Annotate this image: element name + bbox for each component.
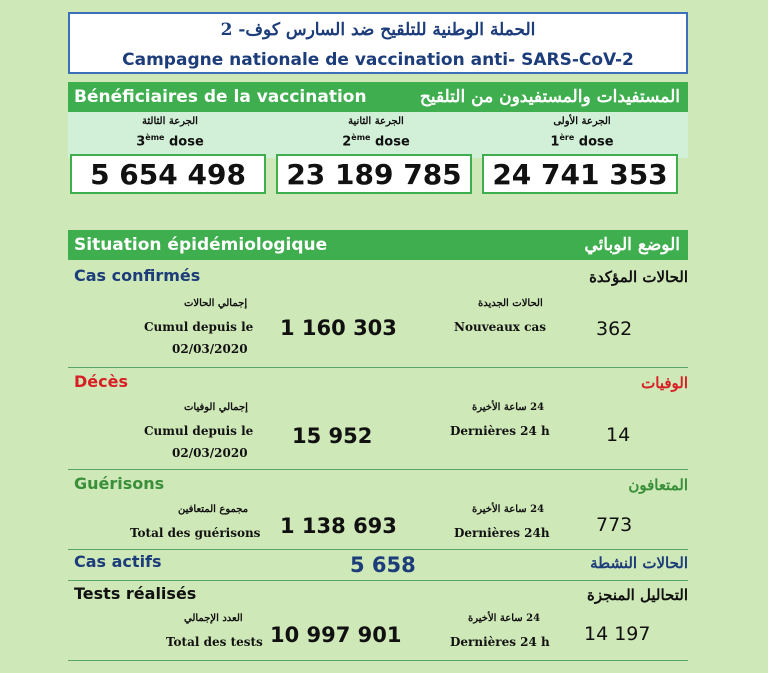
tests-cumul-value: 10 997 901 bbox=[270, 623, 402, 647]
confirmed-new-fr: Nouveaux cas bbox=[454, 320, 546, 334]
tests-new-value: 14 197 bbox=[584, 623, 651, 645]
dose-label-third bbox=[70, 112, 270, 149]
tests-section bbox=[68, 581, 688, 661]
active-value: 5 658 bbox=[350, 553, 416, 577]
dose-label-ar: الجرعة الأولى bbox=[553, 116, 611, 127]
confirmed-cumul-fr-1: Cumul depuis le bbox=[144, 320, 254, 334]
confirmed-cumul-fr-2: 02/03/2020 bbox=[172, 342, 248, 356]
active-title-fr: Cas actifs bbox=[74, 552, 162, 571]
title-arabic: الحملة الوطنية للتلقيح ضد السارس كوف- 2 bbox=[220, 20, 536, 40]
dose-first-value: 24 741 353 bbox=[482, 154, 678, 194]
title-french: Campagne nationale de vaccination anti- SARS-CoV-2 bbox=[122, 50, 634, 70]
dose-label-second bbox=[276, 112, 476, 149]
deaths-title-fr: Décès bbox=[74, 372, 128, 391]
dose-label-fr: 1ère dose bbox=[550, 133, 614, 150]
deaths-title-ar: الوفيات bbox=[641, 374, 688, 392]
recovered-section bbox=[68, 470, 688, 550]
confirmed-title-fr: Cas confirmés bbox=[74, 266, 201, 285]
recovered-cumul-value: 1 138 693 bbox=[280, 514, 397, 538]
tests-cumul-fr: Total des tests bbox=[166, 635, 263, 649]
confirmed-new-value: 362 bbox=[596, 318, 633, 340]
dose-values-row bbox=[62, 154, 692, 198]
deaths-section bbox=[68, 368, 688, 468]
deaths-new-ar: 24 ساعة الأخيرة bbox=[472, 402, 545, 413]
situation-header-ar: الوضع الوبائي bbox=[584, 235, 680, 255]
recovered-title-ar: المتعافون bbox=[628, 476, 688, 494]
deaths-new-fr: Dernières 24 h bbox=[450, 424, 550, 438]
dose-label-fr: 2ème dose bbox=[342, 133, 410, 150]
confirmed-section bbox=[68, 262, 688, 366]
dose-labels-row bbox=[68, 112, 688, 158]
situation-header-fr: Situation épidémiologique bbox=[74, 235, 328, 255]
tests-title-ar: التحاليل المنجزة bbox=[587, 586, 688, 604]
recovered-cumul-fr: Total des guérisons bbox=[130, 526, 261, 540]
confirmed-cumul-value: 1 160 303 bbox=[280, 316, 397, 340]
active-title-ar: الحالات النشطة bbox=[590, 554, 688, 572]
dose-label-first bbox=[482, 112, 682, 149]
confirmed-new-ar: الحالات الجديدة bbox=[478, 298, 543, 309]
situation-header bbox=[68, 230, 688, 260]
dose-third-value: 5 654 498 bbox=[70, 154, 266, 194]
deaths-cumul-ar: إجمالي الوفيات bbox=[184, 402, 248, 413]
deaths-cumul-value: 15 952 bbox=[292, 424, 373, 448]
title-box bbox=[68, 12, 688, 74]
divider bbox=[68, 660, 688, 661]
recovered-title-fr: Guérisons bbox=[74, 474, 165, 493]
vaccination-header bbox=[68, 82, 688, 112]
deaths-cumul-fr-2: 02/03/2020 bbox=[172, 446, 248, 460]
recovered-cumul-ar: مجموع المتعافين bbox=[178, 504, 249, 515]
recovered-new-ar: 24 ساعة الأخيرة bbox=[472, 504, 545, 515]
recovered-new-value: 773 bbox=[596, 514, 633, 536]
dose-label-fr: 3ème dose bbox=[136, 133, 204, 150]
vaccination-header-ar: المستفيدات والمستفيدون من التلقيح bbox=[419, 87, 680, 107]
recovered-new-fr: Dernières 24h bbox=[454, 526, 550, 540]
tests-cumul-ar: العدد الإجمالي bbox=[184, 613, 243, 624]
tests-title-fr: Tests réalisés bbox=[74, 584, 197, 603]
confirmed-title-ar: الحالات المؤكدة bbox=[589, 268, 688, 286]
dose-label-ar: الجرعة الثالثة bbox=[142, 116, 198, 127]
deaths-new-value: 14 bbox=[606, 424, 631, 446]
active-section bbox=[68, 550, 688, 580]
vaccination-header-fr: Bénéficiaires de la vaccination bbox=[74, 87, 367, 107]
tests-new-fr: Dernières 24 h bbox=[450, 635, 550, 649]
dose-second-value: 23 189 785 bbox=[276, 154, 472, 194]
confirmed-cumul-ar: إجمالي الحالات bbox=[184, 298, 248, 309]
tests-new-ar: 24 ساعة الأخيرة bbox=[468, 613, 541, 624]
dose-label-ar: الجرعة الثانية bbox=[348, 116, 404, 127]
deaths-cumul-fr-1: Cumul depuis le bbox=[144, 424, 254, 438]
